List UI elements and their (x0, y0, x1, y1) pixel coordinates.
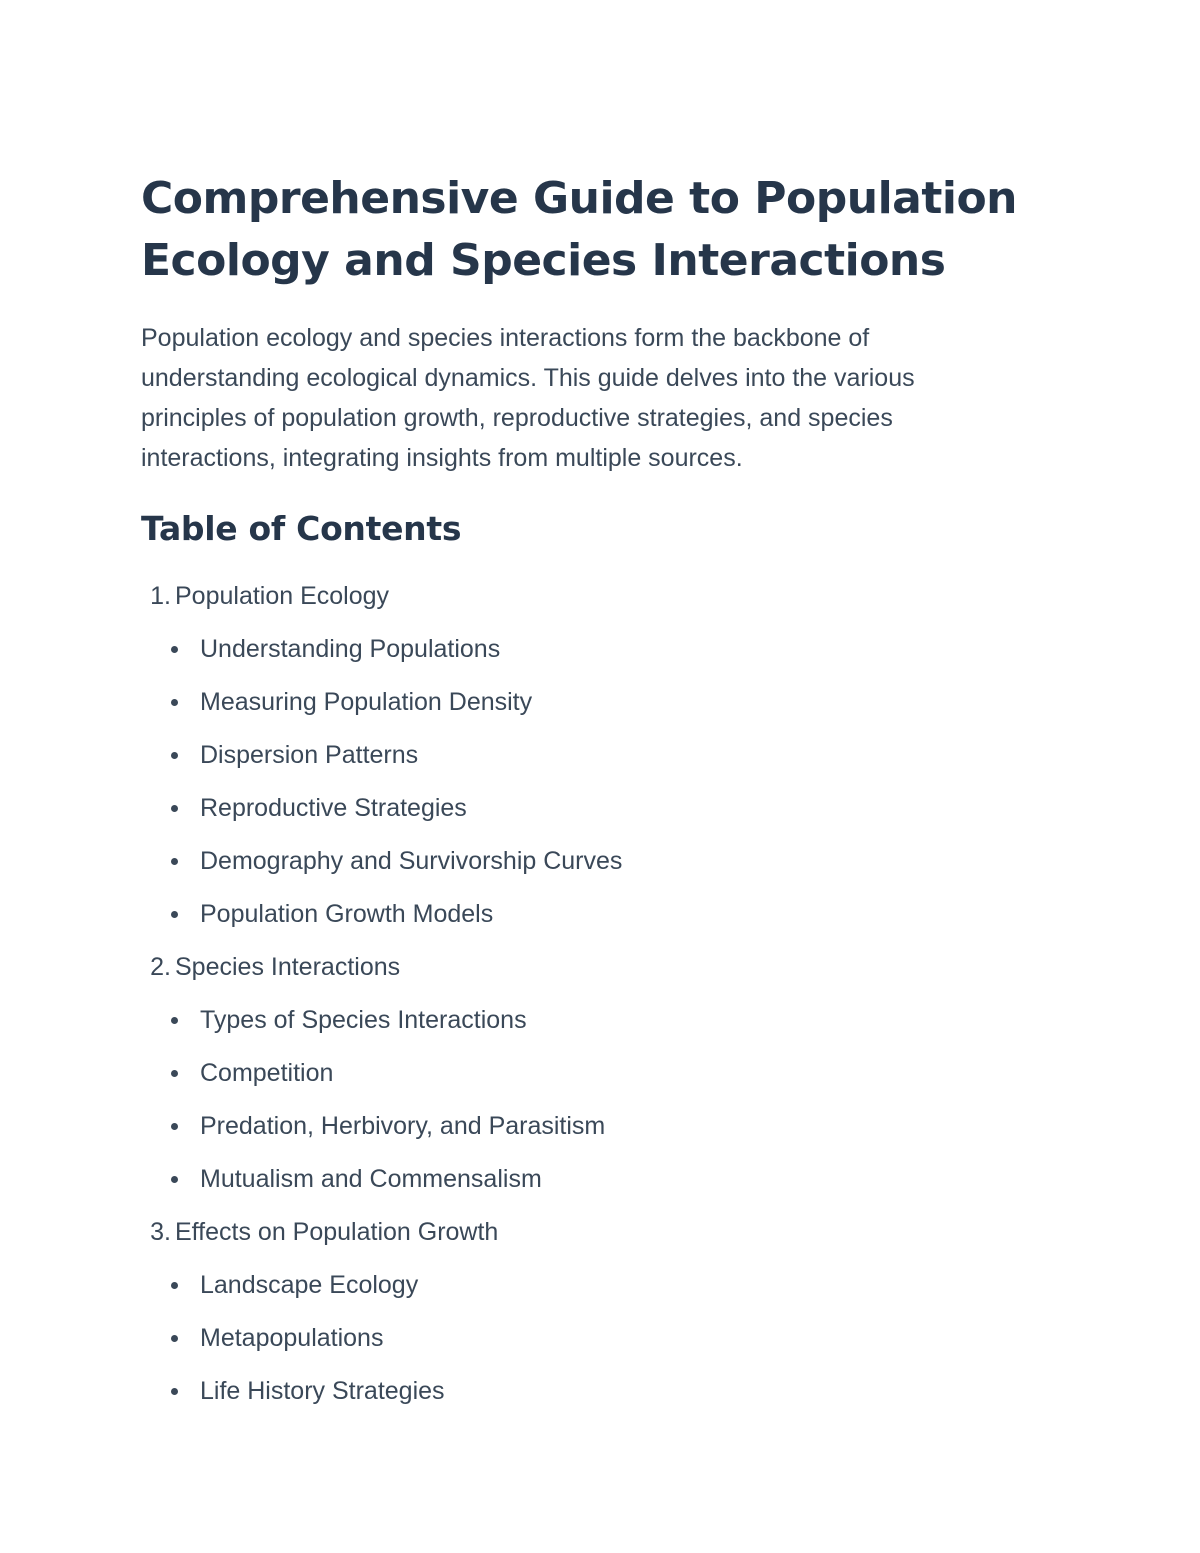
bullet-icon (171, 1388, 178, 1395)
toc-item-label: Measuring Population Density (200, 688, 533, 716)
toc-section (141, 570, 1041, 941)
toc-section (141, 1206, 1041, 1418)
document-page (141, 168, 1041, 1418)
bullet-icon (171, 1335, 178, 1342)
toc-item-label: Dispersion Patterns (200, 741, 419, 769)
toc-item (141, 782, 1041, 835)
toc-subsection-list (141, 623, 1041, 941)
toc-heading: Table of Contents (141, 509, 462, 548)
intro-paragraph: Population ecology and species interactions form the backbone of understanding ecological dynamics. This guide delves into the various principles of population growth, reproductive strategies, and species interactions, integrating insights from multiple sources. (141, 324, 915, 472)
toc-item-label: Landscape Ecology (200, 1271, 419, 1299)
bullet-icon (171, 752, 178, 759)
toc-item-label: Understanding Populations (200, 635, 501, 663)
toc-item-label: Mutualism and Commensalism (200, 1165, 542, 1193)
toc-item-label: Predation, Herbivory, and Parasitism (200, 1112, 606, 1140)
bullet-icon (171, 911, 178, 918)
bullet-icon (171, 699, 178, 706)
toc-item-label: Demography and Survivorship Curves (200, 847, 623, 875)
toc-item (141, 1153, 1041, 1206)
toc-item-label: Population Growth Models (200, 900, 494, 928)
toc-item (141, 676, 1041, 729)
toc-item (141, 1100, 1041, 1153)
bullet-icon (171, 1123, 178, 1130)
bullet-icon (171, 1017, 178, 1024)
toc-section-label: Population Ecology (175, 582, 390, 610)
bullet-icon (171, 805, 178, 812)
toc-section-number: 1. (150, 582, 171, 610)
toc-item (141, 1047, 1041, 1100)
toc-item-label: Reproductive Strategies (200, 794, 467, 822)
toc-item-label: Competition (200, 1059, 334, 1087)
toc-item (141, 1259, 1041, 1312)
toc-section-number: 2. (150, 953, 171, 981)
toc-item (141, 888, 1041, 941)
bullet-icon (171, 858, 178, 865)
toc-section-label: Effects on Population Growth (175, 1218, 499, 1246)
toc-subsection-list (141, 994, 1041, 1206)
bullet-icon (171, 1070, 178, 1077)
toc-item (141, 729, 1041, 782)
page-title: Comprehensive Guide to Population Ecology and Species Interactions (141, 173, 1018, 286)
toc-item-label: Types of Species Interactions (200, 1006, 527, 1034)
bullet-icon (171, 1176, 178, 1183)
toc-item (141, 1312, 1041, 1365)
toc-item (141, 623, 1041, 676)
toc-item (141, 1365, 1041, 1418)
toc-section-number: 3. (150, 1218, 171, 1246)
toc-item-label: Metapopulations (200, 1324, 384, 1352)
toc-item (141, 835, 1041, 888)
bullet-icon (171, 646, 178, 653)
bullet-icon (171, 1282, 178, 1289)
toc-section (141, 941, 1041, 1206)
toc-subsection-list (141, 1259, 1041, 1418)
toc-item-label: Life History Strategies (200, 1377, 445, 1405)
table-of-contents (141, 570, 1041, 1418)
toc-section-label: Species Interactions (175, 953, 401, 981)
toc-item (141, 994, 1041, 1047)
